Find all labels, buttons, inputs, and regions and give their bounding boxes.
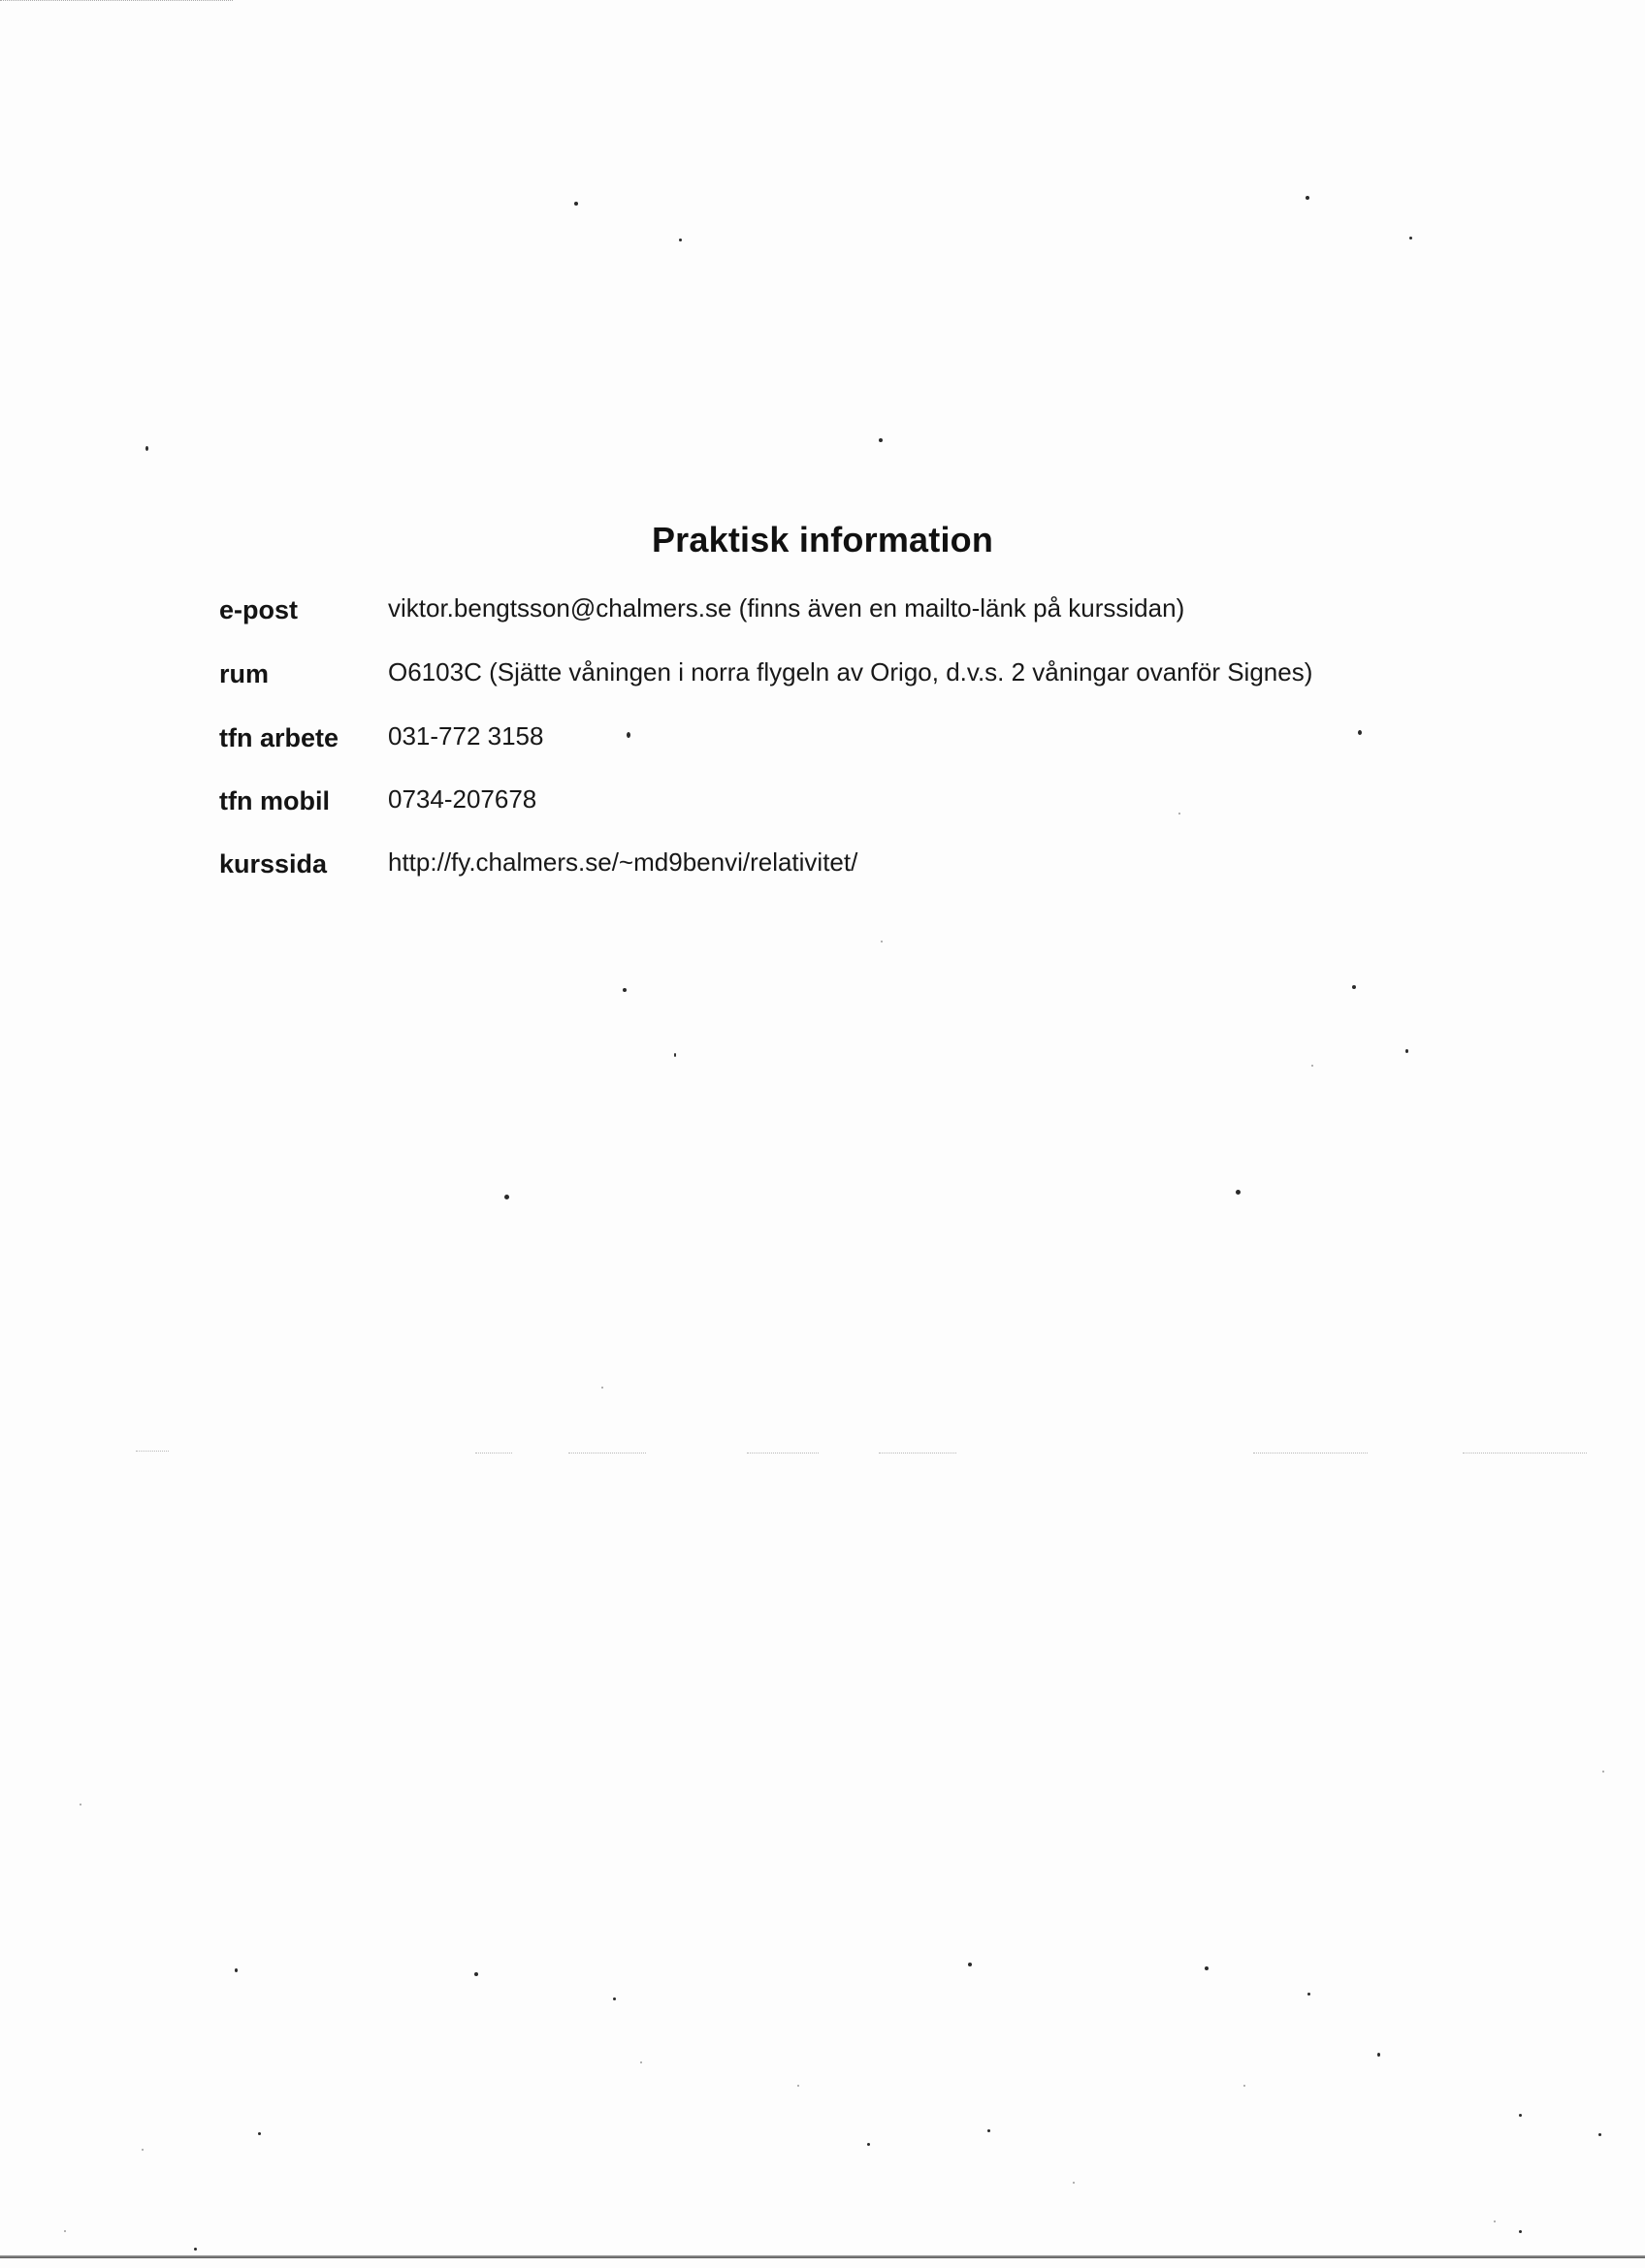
scan-speck: [258, 2132, 261, 2135]
scan-speck: [987, 2129, 990, 2132]
scan-speck: [574, 202, 578, 206]
scan-speck: [1311, 1065, 1313, 1067]
scan-speck: [879, 438, 883, 442]
course-page-url: http://fy.chalmers.se/~md9benvi/relativitet/: [388, 847, 858, 877]
scan-bottom-edge: [0, 2255, 1645, 2258]
scan-speck: [235, 1968, 238, 1972]
scan-speck: [1307, 1993, 1310, 1996]
scan-dotted-line: [136, 1451, 169, 1452]
scan-speck: [504, 1195, 509, 1199]
scan-speck: [797, 2085, 799, 2087]
scan-speck: [640, 2061, 642, 2063]
scan-speck: [627, 732, 630, 738]
scan-speck: [194, 2248, 197, 2251]
scan-speck: [679, 239, 682, 241]
info-row-tfn-mobil: [0, 786, 1645, 825]
scan-speck: [80, 1804, 81, 1805]
scan-speck: [1377, 2053, 1380, 2057]
scan-speck: [674, 1053, 676, 1057]
scan-speck: [968, 1963, 972, 1966]
scan-speck: [64, 2230, 66, 2232]
scan-speck: [1405, 1049, 1408, 1053]
scan-speck: [1243, 2085, 1245, 2087]
info-label: kurssida: [219, 849, 328, 878]
info-row-tfn-arbete: [0, 723, 1645, 762]
scan-speck: [1598, 2133, 1601, 2136]
scan-speck: [881, 941, 883, 942]
scan-speck: [1236, 1190, 1241, 1195]
scan-speck: [1409, 237, 1412, 240]
scan-speck: [601, 1387, 603, 1389]
scan-speck: [867, 2143, 870, 2146]
info-label: tfn arbete: [219, 723, 339, 752]
email-address: viktor.bengtsson@chalmers.se (finns även en mailto-länk på kurssidan): [388, 593, 1185, 623]
scan-speck: [1178, 813, 1180, 815]
scan-speck: [1205, 1966, 1209, 1970]
scan-speck: [142, 2149, 144, 2151]
room-value: O6103C (Sjätte våningen i norra flygeln av Origo, d.v.s. 2 våningar ovanför Signes): [388, 657, 1313, 687]
scan-speck: [613, 1997, 616, 2000]
page-title: Praktisk information: [651, 520, 994, 559]
info-label: rum: [219, 659, 270, 688]
scan-speck: [1352, 985, 1356, 989]
info-row-rum: [0, 659, 1645, 698]
info-row-kurssida: [0, 849, 1645, 888]
scan-speck: [623, 988, 627, 992]
info-label: e-post: [219, 595, 298, 624]
scan-speck: [474, 1972, 478, 1976]
scan-speck: [1306, 196, 1309, 200]
scan-top-edge: [0, 0, 233, 1]
work-phone-value: 031-772 3158: [388, 721, 544, 751]
scan-speck: [145, 446, 148, 451]
info-row-e-post: [0, 595, 1645, 634]
scan-speck: [1602, 1771, 1604, 1773]
scan-speck: [1494, 2220, 1496, 2222]
mobile-phone-value: 0734-207678: [388, 784, 537, 814]
scan-speck: [1519, 2114, 1522, 2117]
info-label: tfn mobil: [219, 786, 330, 815]
scan-speck: [1073, 2182, 1075, 2184]
scan-speck: [1519, 2230, 1522, 2233]
scan-speck: [1358, 730, 1362, 735]
